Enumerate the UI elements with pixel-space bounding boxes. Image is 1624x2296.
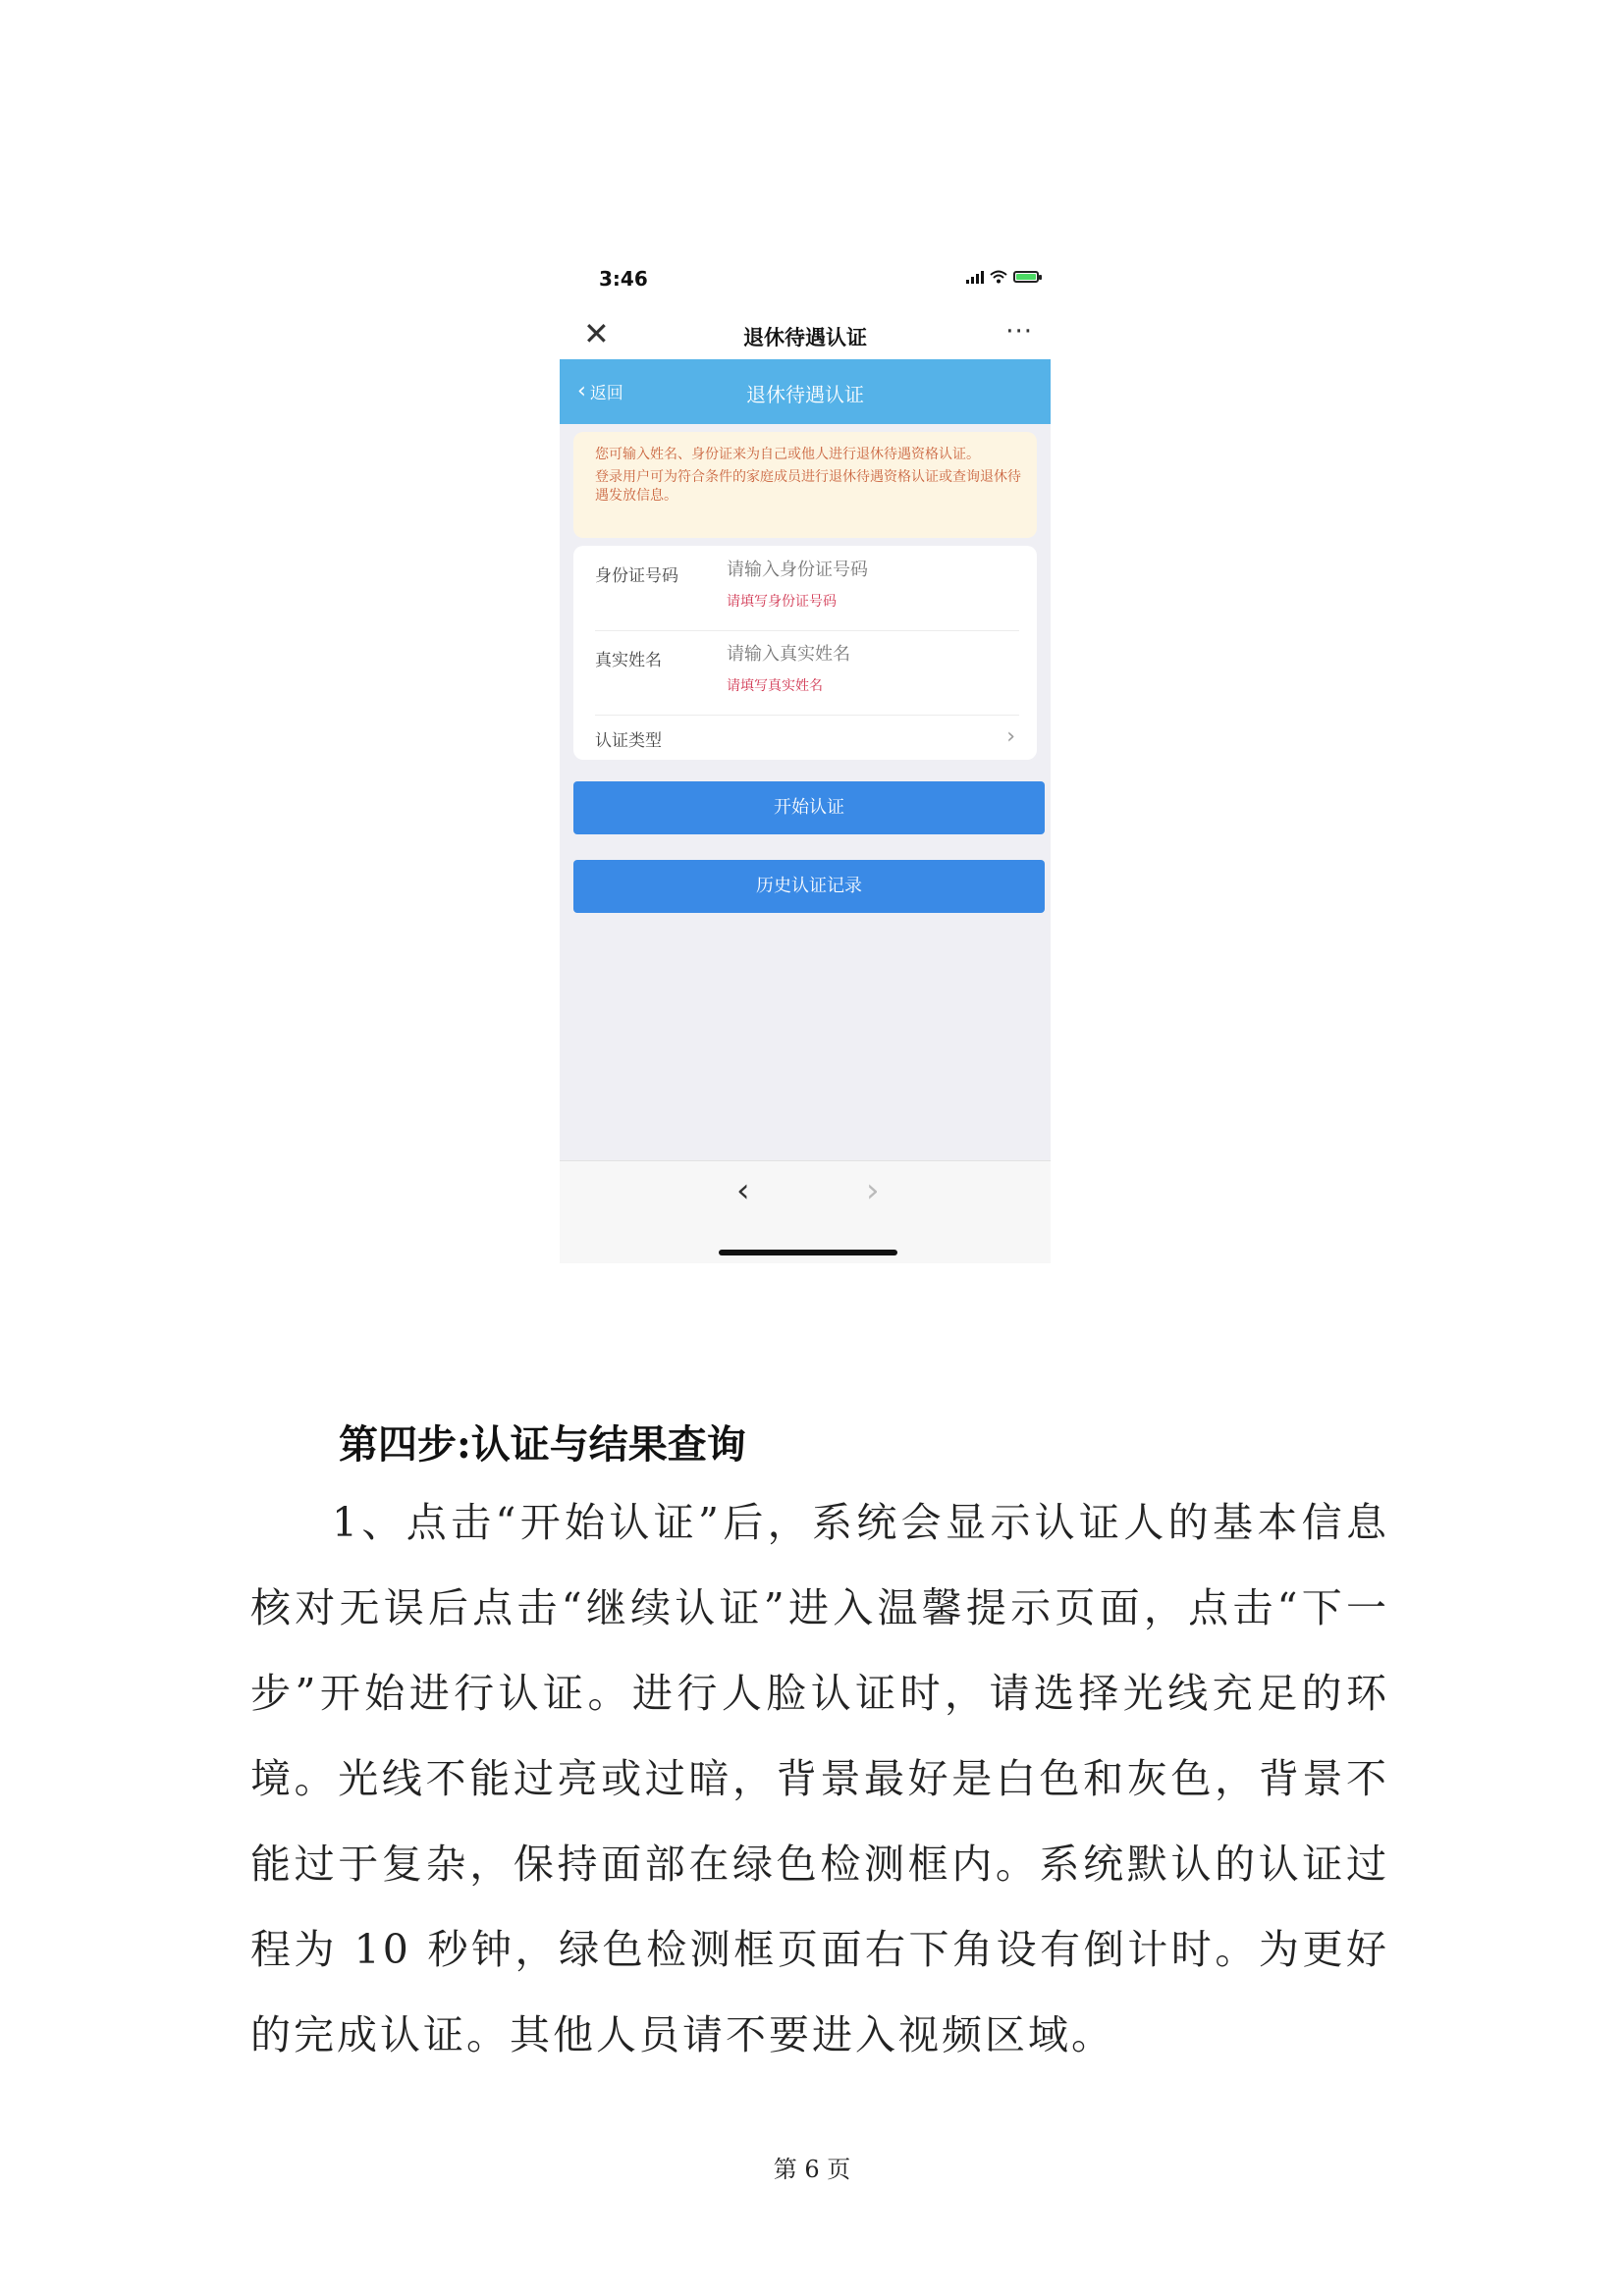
nav-back-icon[interactable]: ‹ <box>736 1171 750 1210</box>
wifi-icon <box>990 270 1007 284</box>
nav-title: 退休待遇认证 <box>743 326 867 349</box>
status-icons <box>966 269 1039 285</box>
close-icon[interactable]: ✕ <box>583 315 610 352</box>
page-number: 第 6 页 <box>773 2156 851 2183</box>
real-name-row <box>595 644 1019 716</box>
id-number-input[interactable] <box>727 560 1021 580</box>
top-nav-bar <box>560 308 1051 359</box>
form-card <box>573 546 1037 760</box>
notice-line-1: 您可输入姓名、身份证来为自己或他人进行退休待遇资格认证。 <box>595 447 980 462</box>
signal-icon <box>966 270 984 284</box>
battery-icon <box>1013 271 1039 283</box>
id-number-label: 身份证号码 <box>595 566 678 586</box>
real-name-hint: 请填写真实姓名 <box>727 678 823 694</box>
chevron-right-icon: › <box>1006 724 1015 749</box>
phone-screenshot <box>560 247 1051 1263</box>
notice-box <box>573 432 1037 538</box>
browser-bottom-bar <box>560 1160 1051 1263</box>
status-bar <box>560 247 1051 308</box>
real-name-input[interactable] <box>727 644 1021 665</box>
auth-type-label: 认证类型 <box>595 731 662 751</box>
home-indicator <box>719 1250 897 1255</box>
section-heading: 第四步:认证与结果查询 <box>339 1421 746 1468</box>
app-title: 退休待遇认证 <box>746 383 864 406</box>
nav-forward-icon[interactable]: › <box>866 1171 880 1210</box>
notice-line-2: 登录用户可为符合条件的家庭成员进行退休待遇资格认证或查询退休待遇发放信息。 <box>595 469 1021 504</box>
back-label: 返回 <box>589 384 623 403</box>
status-time: 3:46 <box>599 267 648 291</box>
body-paragraph: 1、点击“开始认证”后，系统会显示认证人的基本信息核对无误后点击“继续认证”进入温馨提示页面，点击“下一步”开始进行认证。进行人脸认证时，请选择光线充足的环境。光线不能过亮或过暗，背景最好是白色和灰色，背景不能过于复杂，保持面部在绿色检测框内。系统默认的认证过程为 10 秒钟，绿色检测框页面右下角设有倒计时。为更好的完成认证。其他人员请不要进入视频区域。 <box>250 1499 1389 2058</box>
auth-type-row[interactable] <box>595 726 1019 756</box>
id-number-row <box>595 560 1019 631</box>
more-icon[interactable]: ··· <box>1005 317 1033 347</box>
real-name-label: 真实姓名 <box>595 651 662 670</box>
history-records-button[interactable]: 历史认证记录 <box>573 860 1045 913</box>
id-number-hint: 请填写身份证号码 <box>727 594 837 610</box>
app-header <box>560 359 1051 424</box>
chevron-left-icon: ‹ <box>577 378 586 403</box>
start-auth-button[interactable]: 开始认证 <box>573 781 1045 834</box>
